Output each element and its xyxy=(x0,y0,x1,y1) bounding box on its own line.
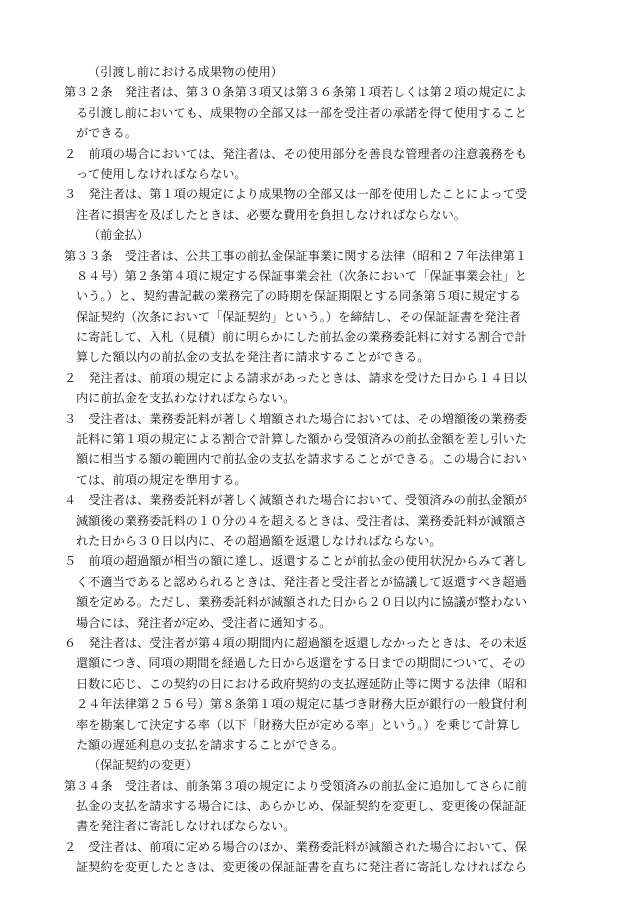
article-32-paragraph-1-line: ができる。 xyxy=(76,126,137,141)
article-33-paragraph-4-line: 減額後の業務委託料の１０分の４を超えるときは、受注者は、業務委託料が減額さ xyxy=(76,513,527,528)
article-33-paragraph-3-line: ３ 受注者は、業務委託料が著しく増額された場合においては、その増額後の業務委 xyxy=(64,411,528,426)
article-33-paragraph-1-line: 第３３条 受注者は、公共工事の前払金保証事業に関する法律（昭和２７年法律第１ xyxy=(64,248,528,263)
article-33-paragraph-5-line: 場合には、発注者が定め、受注者に通知する。 xyxy=(76,615,332,630)
article-32-paragraph-1-line: る引渡し前においても、成果物の全部又は一部を受注者の承諾を得て使用すること xyxy=(76,105,527,120)
article-32-paragraph-1-line: 第３２条 発注者は、第３０条第３項又は第３６条第１項若しくは第２項の規定によ xyxy=(64,85,528,100)
article-33-paragraph-1-line: 保証契約（次条において「保証契約」という。）を締結し、その保証証書を発注者 xyxy=(76,309,521,324)
article-32-paragraph-3-line: 注者に損害を及ぼしたときは、必要な費用を負担しなければならない。 xyxy=(76,207,466,222)
article-34-paragraph-1-line: 第３４条 受注者は、前条第３項の規定により受領済みの前払金に追加してさらに前 xyxy=(64,778,528,793)
article-33-paragraph-5-line: く不適当であると認められるときは、発注者と受注者とが協議して返還すべき超過 xyxy=(76,574,527,589)
article-33-paragraph-6-line: 率を勘案して決定する率（以下「財務大臣が定める率」という。）を乗じて計算し xyxy=(76,717,521,732)
article-33-paragraph-6-line: 日数に応じ、この契約の日における政府契約の支払遅延防止等に関する法律（昭和 xyxy=(76,676,527,691)
article-32-paragraph-2-line: って使用しなければならない。 xyxy=(76,166,247,181)
article-34-paragraph-1-line: 書を発注者に寄託しなければならない。 xyxy=(76,819,296,834)
article-33-paragraph-6-line: ２４年法律第２５６号）第８条第１項の規定に基づき財務大臣が銀行の一般貸付利 xyxy=(76,697,527,712)
article-33-paragraph-3-line: 額に相当する額の範囲内で前払金の支払を請求することができる。この場合におい xyxy=(76,452,527,467)
article-33-paragraph-6-line: ６ 発注者は、受注者が第４項の期間内に超過額を返還しなかったときは、その未返 xyxy=(64,635,528,650)
article-34-paragraph-2-line: 証契約を変更したときは、変更後の保証証書を直ちに発注者に寄託しなければなら xyxy=(76,860,527,875)
article-32-paragraph-2-line: ２ 前項の場合においては、発注者は、その使用部分を善良な管理者の注意義務をも xyxy=(64,146,528,161)
article-33-paragraph-2-line: 内に前払金を支払わなければならない。 xyxy=(76,391,296,406)
article-33-paragraph-1-line: いう。）と、契約書記載の業務完了の時期を保証期限とする同条第５項に規定する xyxy=(76,289,521,304)
article-33-paragraph-4-line: ４ 受注者は、業務委託料が著しく減額された場合において、受領済みの前払金額が xyxy=(64,493,527,508)
article-33-paragraph-3-line: 託料に第１項の規定による割合で計算した額から受領済みの前払金額を差し引いた xyxy=(76,432,527,447)
article-34-paragraph-1-line: 払金の支払を請求する場合には、あらかじめ、保証契約を変更し、変更後の保証証 xyxy=(76,799,527,814)
article-33-paragraph-5-line: 額を定める。ただし、業務委託料が減額された日から２０日以内に協議が整わない xyxy=(76,595,527,610)
article-33-paragraph-1-line: 算した額以内の前払金の支払を発注者に請求することができる。 xyxy=(76,350,430,365)
section-heading-article-32: （引渡し前における成果物の使用） xyxy=(88,65,283,79)
article-33-paragraph-2-line: ２ 発注者は、前項の規定による請求があったときは、請求を受けた日から１４日以 xyxy=(64,370,528,385)
article-33-paragraph-4-line: れた日から３０日以内に、その超過額を返還しなければならない。 xyxy=(76,533,442,548)
section-heading-article-34: （保証契約の変更） xyxy=(88,758,198,773)
article-33-paragraph-5-line: ５ 前項の超過額が相当の額に達し、返還することが前払金の使用状況からみて著し xyxy=(64,554,528,569)
article-33-paragraph-3-line: ては、前項の規定を準用する。 xyxy=(76,472,247,487)
article-33-paragraph-1-line: ８４号）第２条第４項に規定する保証事業会社（次条において「保証事業会社」と xyxy=(76,268,527,283)
article-33-paragraph-6-line: 還額につき、同項の期間を経過した日から返還をする日までの期間について、その xyxy=(76,656,526,671)
document-page xyxy=(64,62,574,878)
article-32-paragraph-3-line: ３ 発注者は、第１項の規定により成果物の全部又は一部を使用したことによって受 xyxy=(64,187,528,202)
article-33-paragraph-6-line: た額の遅延利息の支払を請求することができる。 xyxy=(76,737,345,752)
section-heading-article-33: （前金払） xyxy=(88,228,149,243)
article-34-paragraph-2-line: ２ 受注者は、前項に定める場合のほか、業務委託料が減額された場合において、保 xyxy=(64,839,527,854)
article-33-paragraph-1-line: に寄託して、入札（見積）前に明らかにした前払金の業務委託料に対する割合で計 xyxy=(76,330,527,345)
